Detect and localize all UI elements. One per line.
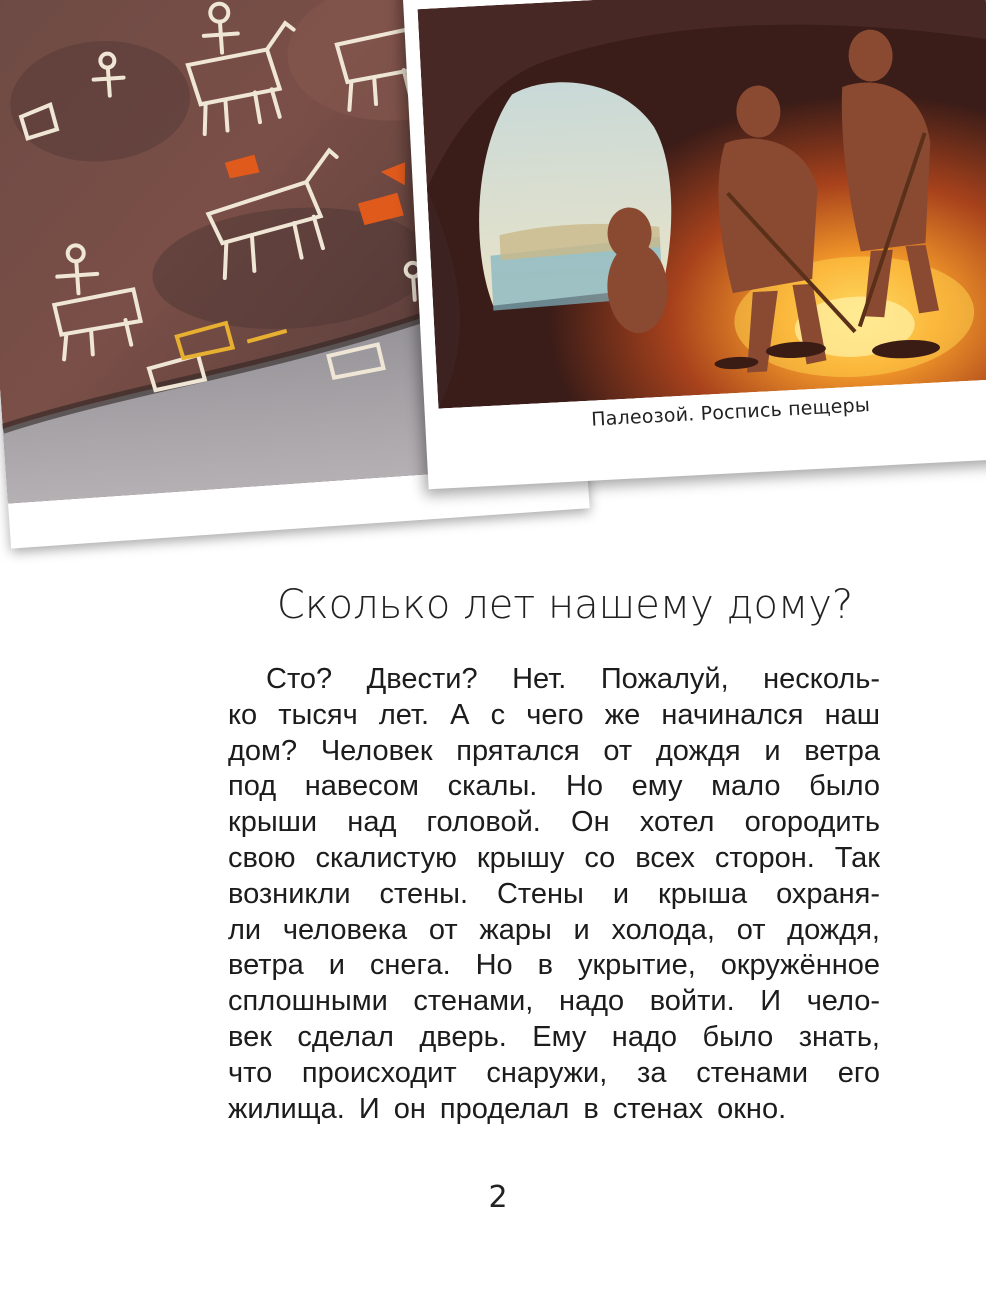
- paragraph-line: ко тысяч лет. А с чего же начинался наш: [228, 698, 880, 731]
- paragraph-line: под навесом скалы. Но ему мало было: [228, 770, 880, 803]
- paragraph-line: дом? Человек прятался от дождя и ветра: [228, 734, 880, 767]
- paragraph-line: возникли стены. Стены и крыша охраня-: [228, 877, 880, 910]
- page-number: 2: [488, 1180, 508, 1215]
- page-title: Сколько лет нашему дому?: [276, 582, 854, 628]
- cave-painting: [418, 0, 986, 409]
- paragraph-line: крыши над головой. Он хотел огородить: [228, 806, 880, 839]
- paragraph-line: что происходит снаружи, за стенами его: [228, 1056, 880, 1089]
- paragraph-line: сплошными стенами, надо войти. И чело-: [228, 985, 880, 1018]
- paragraph-line: Сто? Двести? Нет. Пожалуй, несколь-: [266, 663, 880, 695]
- cave-painting-card: [402, 0, 986, 489]
- paragraph-line: ли человека от жары и холода, от дождя,: [228, 913, 880, 946]
- illustration-caption: Палеозой. Роспись пещеры: [590, 394, 871, 431]
- paragraph-line: век сделал дверь. Ему надо было знать,: [228, 1020, 880, 1053]
- paragraph-line: ветра и снега. Но в укрытие, окружённое: [228, 949, 880, 982]
- paragraph-line: жилища. И он проделал в стенах окно.: [228, 1092, 787, 1125]
- paragraph-line: свою скалистую крышу со всех сторон. Так: [228, 841, 880, 874]
- body-paragraph: [228, 662, 880, 1127]
